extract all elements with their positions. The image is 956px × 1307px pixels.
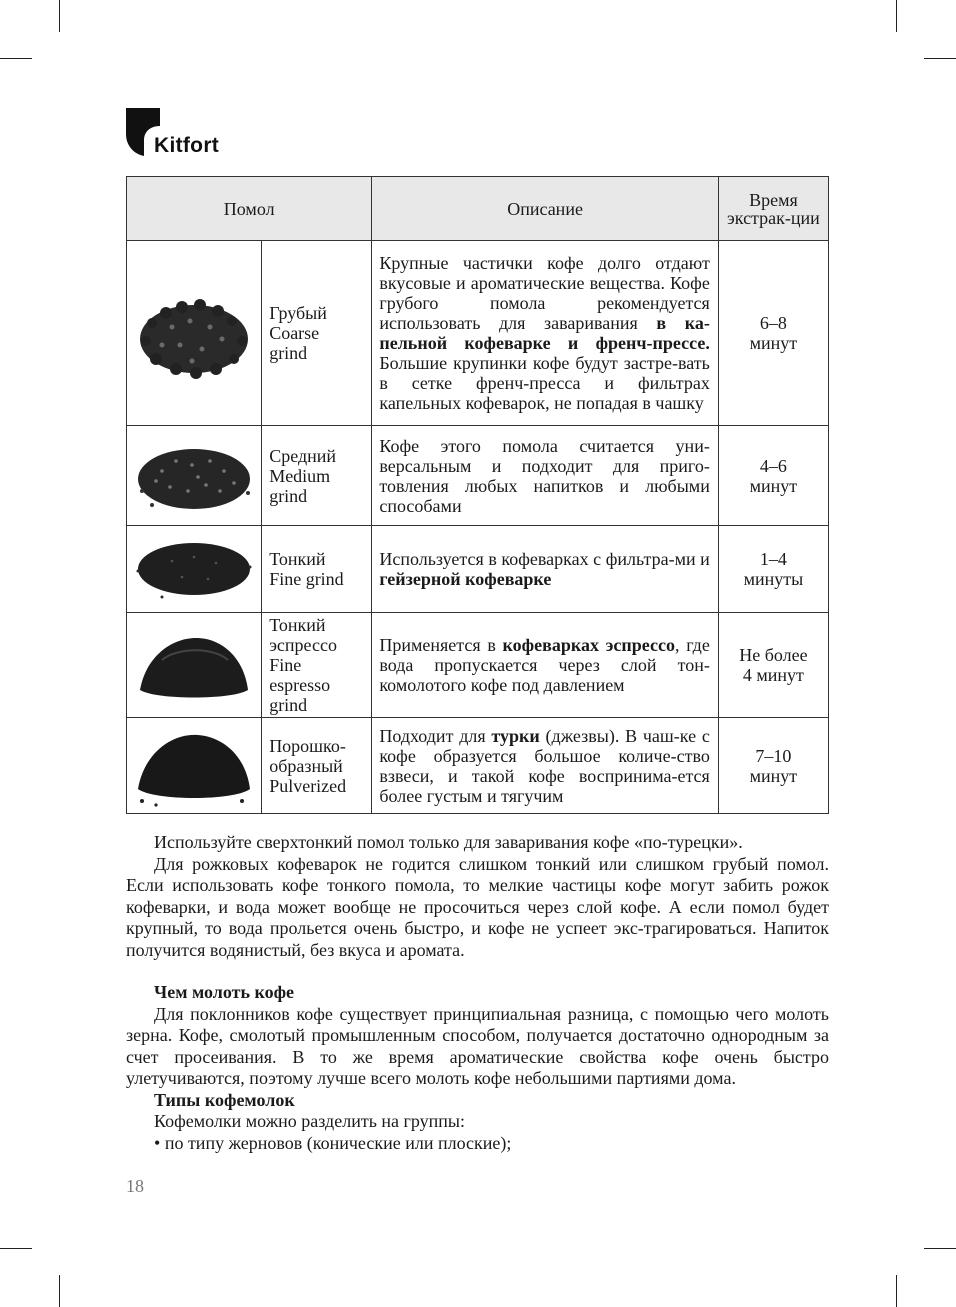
bullet-icon: • xyxy=(154,1132,161,1153)
crop-mark xyxy=(924,58,956,59)
paragraph: Для рожковых кофеварок не годится слишком тонкий или слишком грубый помол. Если использовать кофе тонкого помола, то мелкие частицы кофе могут забить рожок кофеварки, и вода может вообще не просочиться через слой кофе. А если помол будет крупный, то вода прольется очень быстро, и кофе не успеет экс-трагироваться. Напиток получится водянистый, без вкуса и аромата. xyxy=(126,853,829,960)
grind-name-line: grind xyxy=(269,485,308,506)
grind-name-line: Тонкий xyxy=(269,615,326,635)
crop-mark xyxy=(896,0,897,32)
grind-description-cell: Крупные частички кофе долго отдают вкусовые и ароматические вещества. Кофе грубого помола рекомендуется использовать для заваривания в ка-пельной кофеварке и френч-прессе. Большие крупинки кофе будут застре-вать в сетке френч-пресса и фильтрах капельных кофеварок, не попадая в чашку xyxy=(372,241,718,426)
crop-mark xyxy=(0,58,32,59)
crop-mark xyxy=(924,1248,956,1249)
grind-name-line: Fine xyxy=(269,655,302,675)
brand-logo xyxy=(126,108,236,158)
grind-image-cell xyxy=(127,426,262,526)
grind-image-cell xyxy=(127,613,262,718)
crop-mark xyxy=(896,1275,897,1307)
page-number: 18 xyxy=(126,1176,144,1196)
grind-image-cell xyxy=(127,241,262,426)
grind-name-line: espresso xyxy=(269,675,331,695)
grind-name-cell xyxy=(262,426,372,526)
grind-name-line: образный xyxy=(269,755,343,776)
grind-time-unit: минут xyxy=(749,475,798,496)
grind-name-line: Тонкий xyxy=(269,549,326,569)
coarse-coffee-grounds-icon xyxy=(132,283,256,383)
crop-mark xyxy=(59,1275,60,1307)
grind-name-line: Pulverized xyxy=(269,775,347,796)
header-time: Время экстрак-ции xyxy=(718,177,828,241)
grind-image-cell xyxy=(127,526,262,613)
table-row xyxy=(127,613,829,718)
grind-name-line: grind xyxy=(269,695,308,715)
grind-name-cell xyxy=(262,526,372,613)
paragraph: Для поклонников кофе существует принципиальная разница, с помощью чего молоть зерна. Кофе, смолотый промышленным способом, получается достаточно однородным за счет просеивания. В то же время ароматические свойства кофе очень быстро улетучиваются, поэтому лучше всего молоть кофе небольшими партиями дома. xyxy=(126,1003,829,1088)
grind-name-cell xyxy=(262,613,372,718)
grind-time-unit: минут xyxy=(749,765,798,786)
paragraph: Используйте сверхтонкий помол только для заваривания кофе «по-турецки». xyxy=(154,832,743,852)
grind-description-cell: Применяется в кофеварках эспрессо, где вода пропускается через слой тон-комолотого кофе под давлением xyxy=(372,613,718,718)
grind-time-cell xyxy=(718,241,828,426)
grind-name-line: grind xyxy=(269,343,308,363)
grind-name-line: Грубый xyxy=(269,303,327,323)
grind-time-cell xyxy=(718,526,828,613)
brand-name: Kitfort xyxy=(154,134,220,157)
grind-table xyxy=(126,176,829,814)
grind-time-cell xyxy=(718,426,828,526)
grind-name-line: Coarse xyxy=(269,323,320,343)
grind-name-line: Порошко- xyxy=(269,735,346,756)
grind-time-value: 4–6 xyxy=(759,455,787,476)
grind-time-value: Не более xyxy=(739,645,808,665)
grind-time-unit: 4 минут xyxy=(742,665,804,685)
table-header-row xyxy=(127,177,829,241)
bullet-item: • по типу жерновов (конические или плоские); xyxy=(154,1132,512,1153)
grind-time-unit: минуты xyxy=(743,569,804,589)
grind-name-line: эспрессо xyxy=(269,635,337,655)
grind-time-cell xyxy=(718,613,828,718)
grind-time-value: 6–8 xyxy=(759,313,787,333)
table-row xyxy=(127,241,829,426)
grind-name-line: Средний xyxy=(269,445,337,466)
espresso-coffee-grounds-icon xyxy=(132,620,256,710)
body-text xyxy=(126,832,829,1154)
pulverized-coffee-grounds-icon xyxy=(132,723,256,809)
grind-time-value: 1–4 xyxy=(759,549,787,569)
table-row xyxy=(127,718,829,814)
table-row xyxy=(127,426,829,526)
fine-coffee-grounds-icon xyxy=(132,531,256,607)
grind-name-cell xyxy=(262,718,372,814)
grind-time-cell xyxy=(718,718,828,814)
header-description: Описание xyxy=(372,177,718,241)
grind-time-unit: минут xyxy=(749,333,798,353)
paragraph: Кофемолки можно разделить на группы: xyxy=(154,1111,466,1131)
section-heading: Чем молоть кофе xyxy=(154,982,295,1002)
header-grind: Помол xyxy=(127,177,372,241)
grind-description-cell: Используется в кофеварках с фильтра-ми и гейзерной кофеварке xyxy=(372,526,718,613)
grind-description-cell: Подходит для турки (джезвы). В чаш-ке с кофе образуется большое количе-ство взвеси, и такой кофе воспринима-ется более густым и тягучим xyxy=(372,718,718,814)
grind-time-value: 7–10 xyxy=(755,745,792,766)
grind-name-cell xyxy=(262,241,372,426)
medium-coffee-grounds-icon xyxy=(132,431,256,521)
grind-name-line: Fine grind xyxy=(269,569,344,589)
grind-description-cell: Кофе этого помола считается уни-версальным и подходит для приго-товления любых напитков и любыми способами xyxy=(372,426,718,526)
crop-mark xyxy=(0,1248,32,1249)
section-heading: Типы кофемолок xyxy=(154,1089,295,1110)
table-row xyxy=(127,526,829,613)
grind-name-line: Medium xyxy=(269,465,331,486)
crop-mark xyxy=(59,0,60,32)
grind-image-cell xyxy=(127,718,262,814)
